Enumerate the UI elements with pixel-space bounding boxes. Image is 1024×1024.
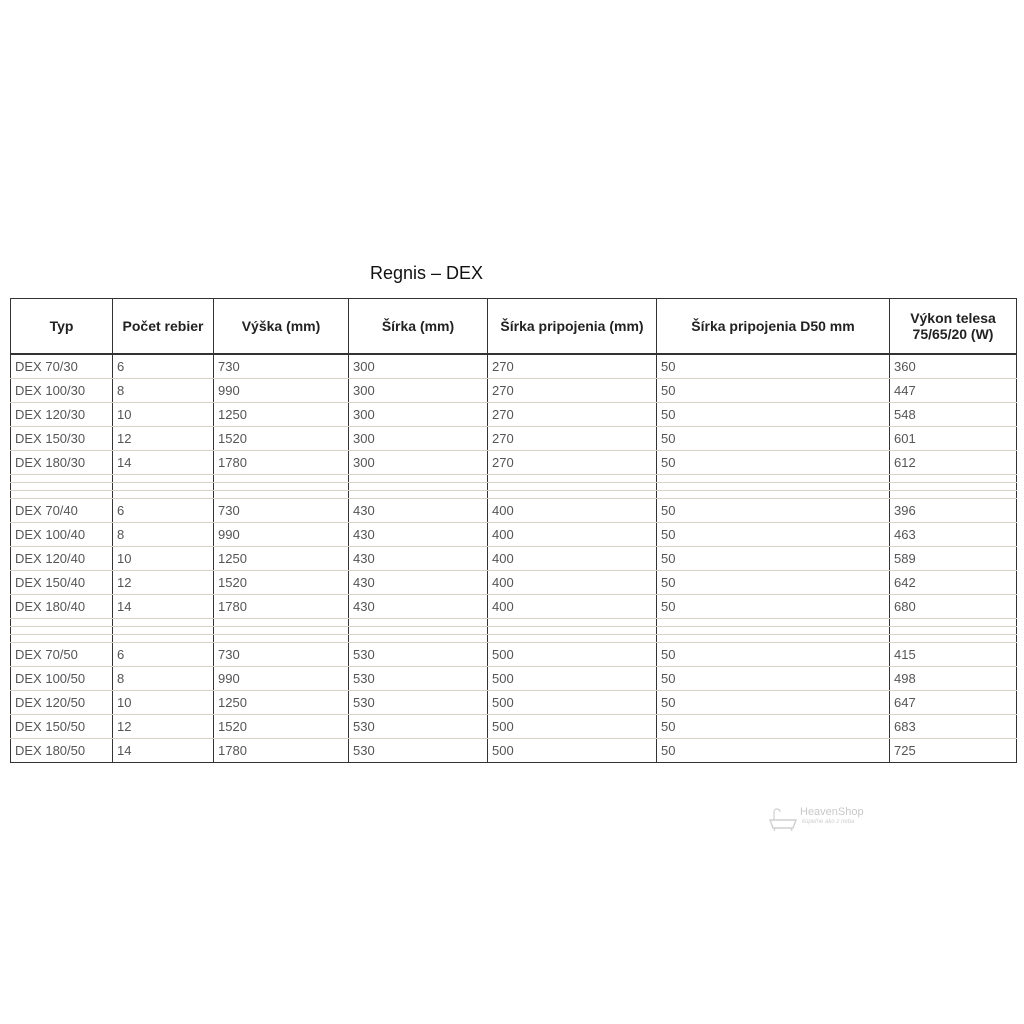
cell-sirka: 300	[349, 451, 488, 475]
spacer-row	[11, 491, 1017, 499]
spacer-cell	[890, 635, 1017, 643]
header-pocet-rebier: Počet rebier	[113, 299, 214, 355]
table-row	[11, 691, 1017, 715]
spacer-cell	[214, 491, 349, 499]
cell-sirka-pripojenia-d50: 50	[657, 739, 890, 763]
spacer-row	[11, 619, 1017, 627]
spacer-cell	[113, 627, 214, 635]
cell-vykon: 396	[890, 499, 1017, 523]
cell-vyska: 1780	[214, 595, 349, 619]
cell-sirka-pripojenia-d50: 50	[657, 451, 890, 475]
header-row	[11, 299, 1017, 355]
cell-typ: DEX 180/50	[11, 739, 113, 763]
cell-sirka-pripojenia-d50: 50	[657, 547, 890, 571]
cell-sirka: 430	[349, 571, 488, 595]
header-typ: Typ	[11, 299, 113, 355]
spacer-row	[11, 635, 1017, 643]
cell-sirka-pripojenia: 400	[488, 571, 657, 595]
cell-sirka-pripojenia: 400	[488, 547, 657, 571]
table-row	[11, 451, 1017, 475]
cell-sirka: 300	[349, 379, 488, 403]
cell-pocet-rebier: 10	[113, 403, 214, 427]
spacer-cell	[890, 627, 1017, 635]
cell-typ: DEX 120/50	[11, 691, 113, 715]
spacer-cell	[488, 619, 657, 627]
spacer-cell	[657, 475, 890, 483]
cell-pocet-rebier: 14	[113, 451, 214, 475]
cell-vyska: 1520	[214, 427, 349, 451]
spacer-cell	[890, 475, 1017, 483]
table-row	[11, 499, 1017, 523]
cell-vyska: 730	[214, 354, 349, 379]
spacer-cell	[349, 619, 488, 627]
cell-sirka-pripojenia-d50: 50	[657, 379, 890, 403]
cell-vyska: 1250	[214, 547, 349, 571]
cell-vykon: 548	[890, 403, 1017, 427]
cell-sirka: 430	[349, 523, 488, 547]
spacer-cell	[11, 483, 113, 491]
cell-pocet-rebier: 10	[113, 691, 214, 715]
spacer-cell	[349, 627, 488, 635]
spacer-cell	[657, 619, 890, 627]
table-row	[11, 595, 1017, 619]
bathtub-icon	[768, 808, 798, 832]
spacer-row	[11, 483, 1017, 491]
cell-pocet-rebier: 8	[113, 379, 214, 403]
cell-vykon: 725	[890, 739, 1017, 763]
cell-sirka-pripojenia: 400	[488, 499, 657, 523]
cell-vyska: 1250	[214, 403, 349, 427]
header-sirka-pripojenia-d50: Šírka pripojenia D50 mm	[657, 299, 890, 355]
cell-sirka-pripojenia: 500	[488, 715, 657, 739]
table-row	[11, 667, 1017, 691]
cell-sirka-pripojenia: 270	[488, 427, 657, 451]
spacer-cell	[488, 491, 657, 499]
cell-typ: DEX 120/40	[11, 547, 113, 571]
spacer-cell	[214, 627, 349, 635]
cell-sirka-pripojenia-d50: 50	[657, 571, 890, 595]
cell-typ: DEX 70/50	[11, 643, 113, 667]
cell-sirka-pripojenia-d50: 50	[657, 403, 890, 427]
table-row	[11, 715, 1017, 739]
cell-vyska: 1520	[214, 571, 349, 595]
cell-pocet-rebier: 8	[113, 523, 214, 547]
table-row	[11, 523, 1017, 547]
cell-vykon: 415	[890, 643, 1017, 667]
spacer-cell	[657, 491, 890, 499]
spacer-cell	[488, 635, 657, 643]
table-row	[11, 547, 1017, 571]
spacer-cell	[113, 491, 214, 499]
cell-pocet-rebier: 6	[113, 499, 214, 523]
spacer-cell	[113, 635, 214, 643]
spacer-cell	[214, 635, 349, 643]
cell-typ: DEX 70/30	[11, 354, 113, 379]
cell-sirka: 300	[349, 354, 488, 379]
cell-vyska: 990	[214, 379, 349, 403]
cell-sirka-pripojenia-d50: 50	[657, 643, 890, 667]
cell-sirka-pripojenia-d50: 50	[657, 667, 890, 691]
cell-vyska: 990	[214, 523, 349, 547]
cell-typ: DEX 120/30	[11, 403, 113, 427]
cell-sirka-pripojenia: 500	[488, 691, 657, 715]
cell-vykon: 498	[890, 667, 1017, 691]
cell-sirka: 530	[349, 715, 488, 739]
watermark-brand: HeavenShop	[800, 806, 864, 818]
cell-sirka: 430	[349, 595, 488, 619]
cell-vyska: 730	[214, 643, 349, 667]
cell-sirka-pripojenia-d50: 50	[657, 499, 890, 523]
watermark-tagline: kúpeľne ako z neba	[802, 819, 855, 825]
spacer-cell	[488, 627, 657, 635]
spacer-cell	[113, 619, 214, 627]
cell-sirka-pripojenia: 270	[488, 451, 657, 475]
heavenshop-watermark	[768, 806, 878, 832]
spacer-row	[11, 475, 1017, 483]
table-row	[11, 571, 1017, 595]
spacer-cell	[890, 483, 1017, 491]
cell-vyska: 730	[214, 499, 349, 523]
cell-sirka-pripojenia: 270	[488, 379, 657, 403]
cell-vykon: 360	[890, 354, 1017, 379]
table-title: Regnis – DEX	[370, 263, 484, 283]
spacer-cell	[657, 627, 890, 635]
cell-sirka-pripojenia: 270	[488, 354, 657, 379]
cell-typ: DEX 150/30	[11, 427, 113, 451]
cell-vyska: 1250	[214, 691, 349, 715]
spacer-cell	[890, 491, 1017, 499]
cell-vykon: 683	[890, 715, 1017, 739]
table-row	[11, 379, 1017, 403]
cell-typ: DEX 180/30	[11, 451, 113, 475]
cell-typ: DEX 100/50	[11, 667, 113, 691]
spacer-cell	[657, 483, 890, 491]
cell-vykon: 463	[890, 523, 1017, 547]
spacer-cell	[11, 475, 113, 483]
spacer-cell	[488, 475, 657, 483]
spacer-cell	[11, 635, 113, 643]
cell-pocet-rebier: 6	[113, 354, 214, 379]
cell-sirka-pripojenia: 500	[488, 667, 657, 691]
cell-pocet-rebier: 14	[113, 739, 214, 763]
spacer-cell	[11, 619, 113, 627]
cell-sirka-pripojenia: 270	[488, 403, 657, 427]
spacer-cell	[214, 483, 349, 491]
spacer-cell	[657, 635, 890, 643]
cell-sirka: 430	[349, 499, 488, 523]
cell-sirka-pripojenia-d50: 50	[657, 354, 890, 379]
table-row	[11, 739, 1017, 763]
cell-sirka-pripojenia-d50: 50	[657, 691, 890, 715]
spacer-cell	[214, 475, 349, 483]
spacer-cell	[214, 619, 349, 627]
cell-sirka-pripojenia: 500	[488, 643, 657, 667]
header-sirka: Šírka (mm)	[349, 299, 488, 355]
cell-pocet-rebier: 6	[113, 643, 214, 667]
header-vykon-telesa: Výkon telesa 75/65/20 (W)	[890, 299, 1017, 355]
cell-pocet-rebier: 8	[113, 667, 214, 691]
cell-typ: DEX 100/40	[11, 523, 113, 547]
cell-vykon: 612	[890, 451, 1017, 475]
cell-typ: DEX 150/40	[11, 571, 113, 595]
spacer-cell	[349, 635, 488, 643]
cell-sirka-pripojenia: 400	[488, 595, 657, 619]
cell-vykon: 647	[890, 691, 1017, 715]
cell-sirka-pripojenia: 500	[488, 739, 657, 763]
cell-sirka-pripojenia: 400	[488, 523, 657, 547]
cell-typ: DEX 100/30	[11, 379, 113, 403]
cell-vykon: 642	[890, 571, 1017, 595]
cell-vyska: 1780	[214, 739, 349, 763]
cell-typ: DEX 180/40	[11, 595, 113, 619]
spacer-cell	[349, 483, 488, 491]
cell-pocet-rebier: 10	[113, 547, 214, 571]
cell-typ: DEX 70/40	[11, 499, 113, 523]
header-vyska: Výška (mm)	[214, 299, 349, 355]
table-row	[11, 643, 1017, 667]
cell-vyska: 1520	[214, 715, 349, 739]
table-row	[11, 354, 1017, 379]
spacer-row	[11, 627, 1017, 635]
spacer-cell	[890, 619, 1017, 627]
table-body	[11, 354, 1017, 763]
spacer-cell	[349, 475, 488, 483]
cell-typ: DEX 150/50	[11, 715, 113, 739]
spacer-cell	[11, 491, 113, 499]
cell-vykon: 589	[890, 547, 1017, 571]
spacer-cell	[11, 627, 113, 635]
cell-vykon: 680	[890, 595, 1017, 619]
spacer-cell	[349, 491, 488, 499]
cell-vykon: 447	[890, 379, 1017, 403]
cell-sirka: 300	[349, 427, 488, 451]
cell-sirka: 300	[349, 403, 488, 427]
cell-vykon: 601	[890, 427, 1017, 451]
spacer-cell	[113, 483, 214, 491]
cell-sirka: 530	[349, 691, 488, 715]
header-sirka-pripojenia: Šírka pripojenia (mm)	[488, 299, 657, 355]
table-row	[11, 427, 1017, 451]
cell-sirka-pripojenia-d50: 50	[657, 715, 890, 739]
cell-sirka: 530	[349, 643, 488, 667]
spacer-cell	[113, 475, 214, 483]
cell-pocet-rebier: 14	[113, 595, 214, 619]
cell-sirka: 530	[349, 667, 488, 691]
product-spec-table	[10, 298, 1017, 763]
spacer-cell	[488, 483, 657, 491]
cell-sirka: 530	[349, 739, 488, 763]
cell-sirka-pripojenia-d50: 50	[657, 427, 890, 451]
cell-sirka-pripojenia-d50: 50	[657, 595, 890, 619]
cell-vyska: 1780	[214, 451, 349, 475]
cell-pocet-rebier: 12	[113, 427, 214, 451]
cell-sirka-pripojenia-d50: 50	[657, 523, 890, 547]
cell-vyska: 990	[214, 667, 349, 691]
table-row	[11, 403, 1017, 427]
cell-sirka: 430	[349, 547, 488, 571]
cell-pocet-rebier: 12	[113, 715, 214, 739]
cell-pocet-rebier: 12	[113, 571, 214, 595]
